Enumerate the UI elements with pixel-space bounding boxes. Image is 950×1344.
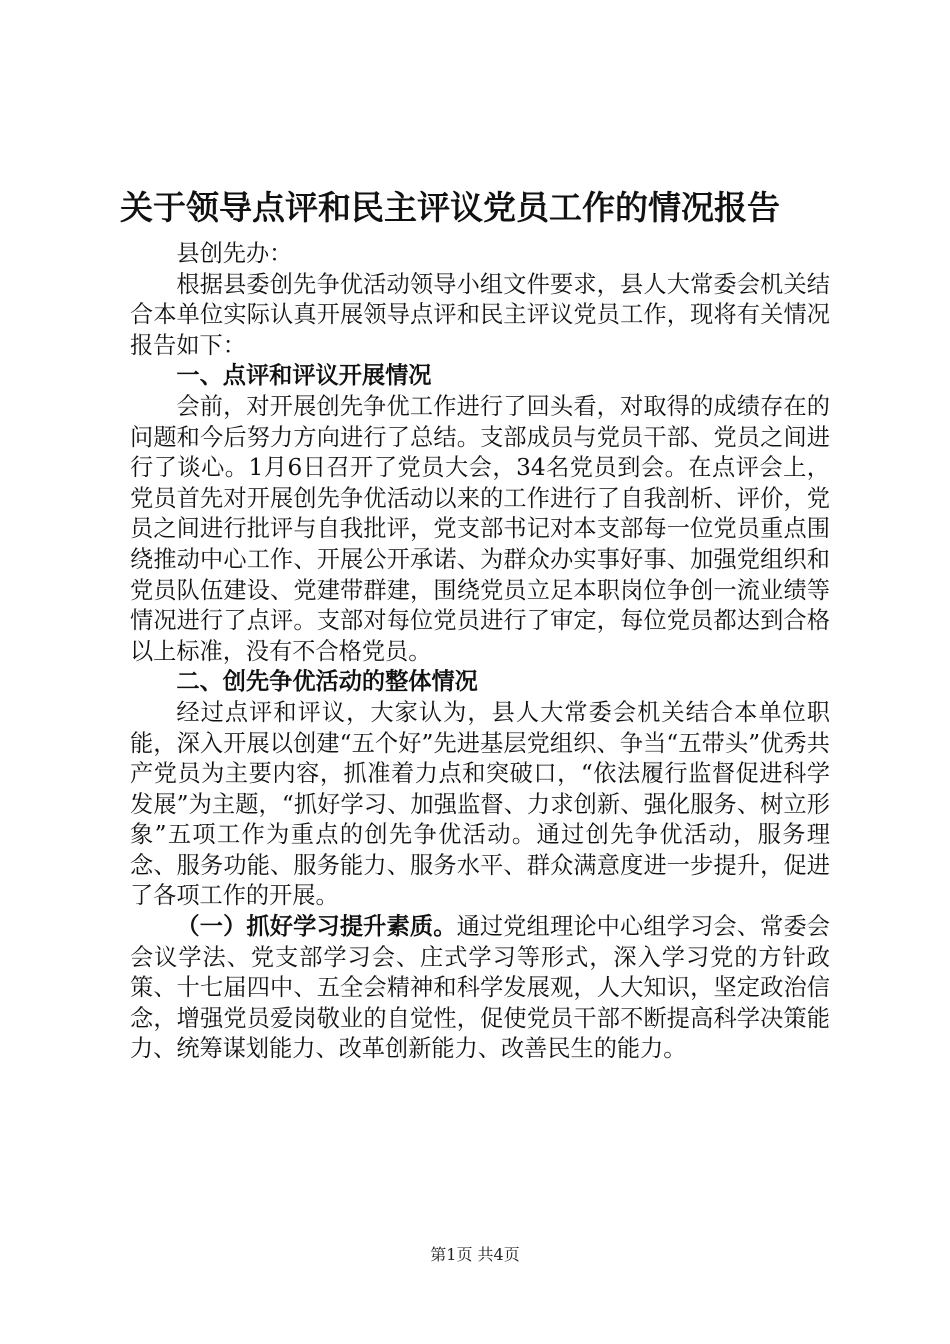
section-paragraph-1: 会前，对开展创先争优工作进行了回头看，对取得的成绩存在的问题和今后努力方向进行了总结。支部成员与党员干部、党员之间进行了谈心。1月6日召开了党员大会，34名党员到会。在点评会上，党员首先对开展创先争优活动以来的工作进行了自我剖析、评价，党员之间进行批评与自我批评，党支部书记对本支部每一位党员重点围绕推动中心工作、开展公开承诺、为群众办实事好事、加强党组织和党员队伍建设、党建带群建，围绕党员立足本职岗位争创一流业绩等情况进行了点评。支部对每位党员进行了审定，每位党员都达到合格以上标准，没有不合格党员。 — [130, 392, 830, 665]
salutation: 县创先办： — [176, 240, 293, 267]
page-number-footer: 第1页 共4页 — [430, 1245, 520, 1264]
subsection-text-1: 通过党组理论中心组学习会、常委会会议学法、党支部学习会、庄式学习等形式，深入学习党的方针政策、十七届四中、五全会精神和科学发展观，人大知识，坚定政治信念，增强党员爱岗敬业的自觉性，促使党员干部不断提高科学决策能力、统筹谋划能力、改革创新能力、改善民生的能力。 — [130, 913, 830, 1063]
section-heading-2: 二、创先争优活动的整体情况 — [176, 668, 478, 696]
section-heading-1: 一、点评和评议开展情况 — [176, 362, 432, 390]
document-body — [130, 239, 830, 1065]
document-title: 关于领导点评和民主评议党员工作的情况报告 — [120, 188, 780, 227]
subsection-paragraph-1 — [130, 912, 830, 1065]
subsection-lead-1: （一）抓好学习提升素质。 — [176, 913, 457, 941]
section-paragraph-2: 经过点评和评议，大家认为，县人大常委会机关结合本单位职能，深入开展以创建“五个好”先进基层党组织、争当“五带头”优秀共产党员为主要内容，抓准着力点和突破口，“依法履行监督促进科学发展”为主题，“抓好学习、加强监督、力求创新、强化服务、树立形象”五项工作为重点的创先争优活动。通过创先争优活动，服务理念、服务功能、服务能力、服务水平、群众满意度进一步提升，促进了各项工作的开展。 — [130, 698, 830, 910]
intro-paragraph: 根据县委创先争优活动领导小组文件要求，县人大常委会机关结合本单位实际认真开展领导点评和民主评议党员工作，现将有关情况报告如下： — [130, 270, 830, 359]
